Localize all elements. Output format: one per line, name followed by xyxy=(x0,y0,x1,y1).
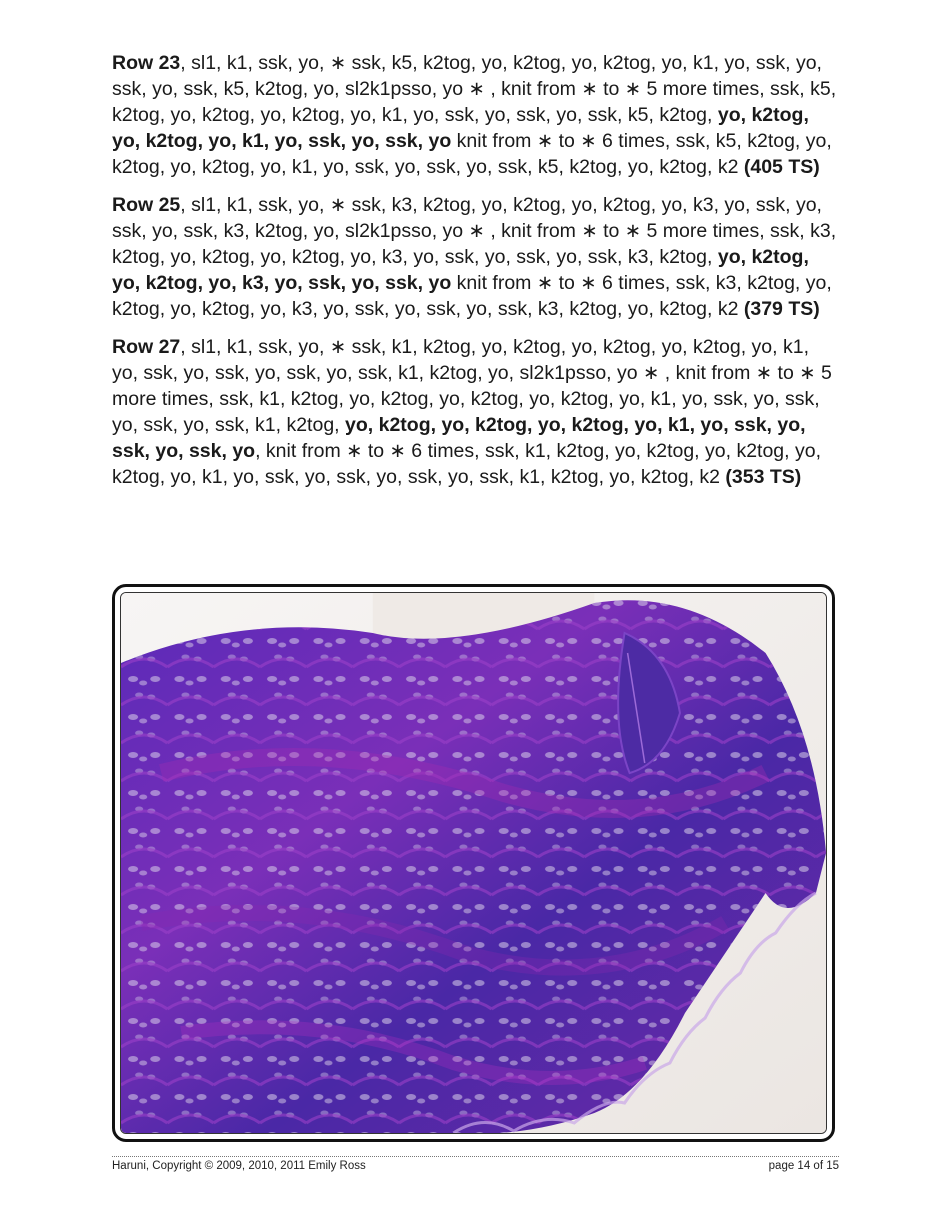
row-label: Row 27 xyxy=(112,336,181,358)
shawl-photo xyxy=(120,592,827,1134)
bold-repeat: yo, k2tog, yo, k2tog, yo, k3, yo, ssk, yo, ssk, yo xyxy=(112,246,809,294)
row-27-instruction xyxy=(112,334,840,490)
row-25-instruction xyxy=(112,192,840,322)
row-label: Row 23 xyxy=(112,52,181,74)
shawl-photo-frame xyxy=(112,584,835,1142)
row-23-instruction xyxy=(112,50,840,180)
row-text: , sl1, k1, ssk, yo, ∗ ssk, k3, k2tog, yo, k2tog, yo, k2tog, yo, k3, yo, ssk, yo, ssk, yo, ssk, k3, k2tog, yo, sl2k1psso, yo ∗ , knit from ∗ to ∗ 5 more times, ssk, k3, k2tog, yo, k2tog, yo, k2tog, yo, k3, yo, ssk, yo, ssk, yo, ssk, k3, k2tog, xyxy=(112,194,837,268)
footer-page-number: page 14 of 15 xyxy=(768,1160,839,1172)
pattern-instructions xyxy=(112,50,840,502)
row-text: , sl1, k1, ssk, yo, ∗ ssk, k5, k2tog, yo, k2tog, yo, k2tog, yo, k1, yo, ssk, yo, ssk, yo, ssk, k5, k2tog, yo, sl2k1psso, yo ∗ , knit from ∗ to ∗ 5 more times, ssk, k5, k2tog, yo, k2tog, yo, k2tog, yo, k1, yo, ssk, yo, ssk, yo, ssk, k5, k2tog, xyxy=(112,52,837,126)
row-label: Row 25 xyxy=(112,194,181,216)
stitch-count: (379 TS) xyxy=(743,298,820,320)
bold-repeat: yo, k2tog, yo, k2tog, yo, k1, yo, ssk, yo, ssk, yo xyxy=(112,104,809,152)
shawl-illustration xyxy=(121,593,826,1133)
row-text: , sl1, k1, ssk, yo, ∗ ssk, k1, k2tog, yo, k2tog, yo, k2tog, yo, k2tog, yo, k1, yo, ssk, yo, ssk, yo, ssk, yo, ssk, k1, k2tog, yo, sl2k1psso, yo ∗ , knit from ∗ to ∗ 5 more times, ssk, k1, k2tog, yo, k2tog, yo, k2tog, yo, k2tog, yo, k1, yo, ssk, yo, ssk, yo, ssk, yo, ssk, k1, k2tog, xyxy=(112,336,832,436)
stitch-count: (353 TS) xyxy=(725,466,802,488)
stitch-count: (405 TS) xyxy=(743,156,820,178)
footer-divider xyxy=(112,1156,839,1157)
footer-copyright: Haruni, Copyright © 2009, 2010, 2011 Emily Ross xyxy=(112,1160,366,1172)
row-text: knit from ∗ to ∗ 6 times, ssk, k3, k2tog, yo, k2tog, yo, k2tog, yo, k3, yo, ssk, yo, ssk, yo, ssk, k3, k2tog, yo, k2tog, k2 xyxy=(112,272,832,320)
row-text: , knit from ∗ to ∗ 6 times, ssk, k1, k2tog, yo, k2tog, yo, k2tog, yo, k2tog, yo, k1, yo, ssk, yo, ssk, yo, ssk, yo, ssk, k1, k2tog, yo, k2tog, k2 xyxy=(112,440,821,488)
row-text: knit from ∗ to ∗ 6 times, ssk, k5, k2tog, yo, k2tog, yo, k2tog, yo, k1, yo, ssk, yo, ssk, yo, ssk, k5, k2tog, yo, k2tog, k2 xyxy=(112,130,832,178)
bold-repeat: yo, k2tog, yo, k2tog, yo, k2tog, yo, k1, yo, ssk, yo, ssk, yo, ssk, yo xyxy=(112,414,806,462)
